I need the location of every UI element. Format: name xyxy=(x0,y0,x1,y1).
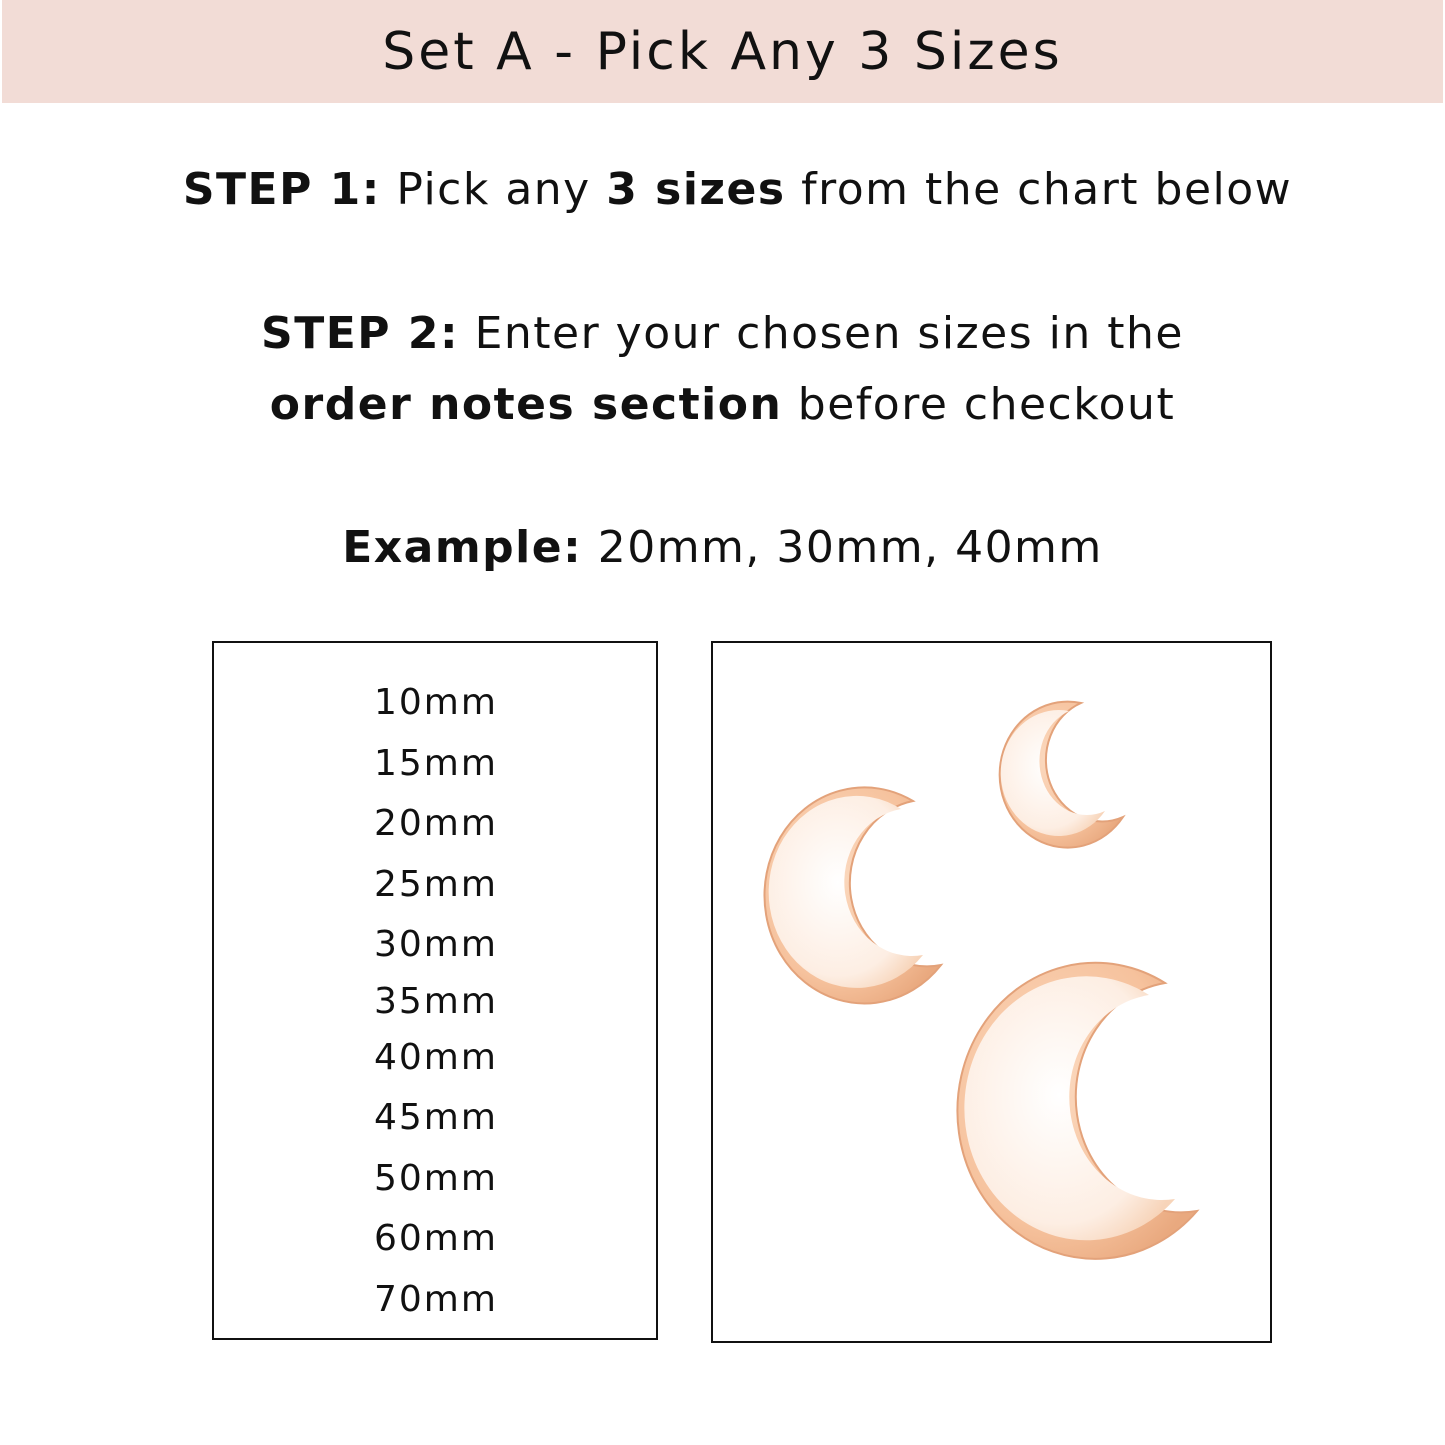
size-item: 10mm xyxy=(374,682,498,723)
step-2-instruction-line-2 xyxy=(0,379,1445,430)
moon-large xyxy=(957,963,1197,1259)
size-item: 70mm xyxy=(374,1278,498,1320)
crescent-moon-cutter-icon xyxy=(713,643,1269,1340)
size-item: 20mm xyxy=(374,803,498,844)
step-2-line-1: Enter your chosen sizes in the xyxy=(474,308,1184,359)
size-item: 25mm xyxy=(374,863,498,905)
size-item: 60mm xyxy=(374,1218,498,1259)
example-label: Example: xyxy=(342,522,583,573)
header-banner xyxy=(2,0,1443,103)
size-item: 50mm xyxy=(374,1157,498,1199)
size-item: 15mm xyxy=(374,742,498,784)
step-1-text-b: from the chart below xyxy=(801,164,1293,215)
example-value: 20mm, 30mm, 40mm xyxy=(597,522,1103,573)
moon-medium xyxy=(764,787,941,1003)
step-2-instruction-line-1 xyxy=(0,308,1445,359)
size-chart xyxy=(212,641,658,1340)
step-1-instruction xyxy=(0,164,1445,215)
step-2-bold: order notes section xyxy=(269,379,783,430)
example-line xyxy=(0,522,1445,573)
step-2-line-2: before checkout xyxy=(797,379,1176,430)
step-1-label: STEP 1: xyxy=(182,164,381,215)
banner-title: Set A - Pick Any 3 Sizes xyxy=(382,21,1063,82)
size-list xyxy=(374,673,498,1330)
product-photo xyxy=(711,641,1272,1343)
size-item: 45mm xyxy=(374,1097,498,1138)
size-item: 40mm xyxy=(374,1036,498,1078)
size-item: 30mm xyxy=(374,924,498,965)
moon-small xyxy=(1000,702,1123,848)
size-item: 35mm xyxy=(374,980,498,1022)
step-2-label: STEP 2: xyxy=(261,308,460,359)
step-1-bold: 3 sizes xyxy=(606,164,786,215)
step-1-text-a: Pick any xyxy=(396,164,591,215)
